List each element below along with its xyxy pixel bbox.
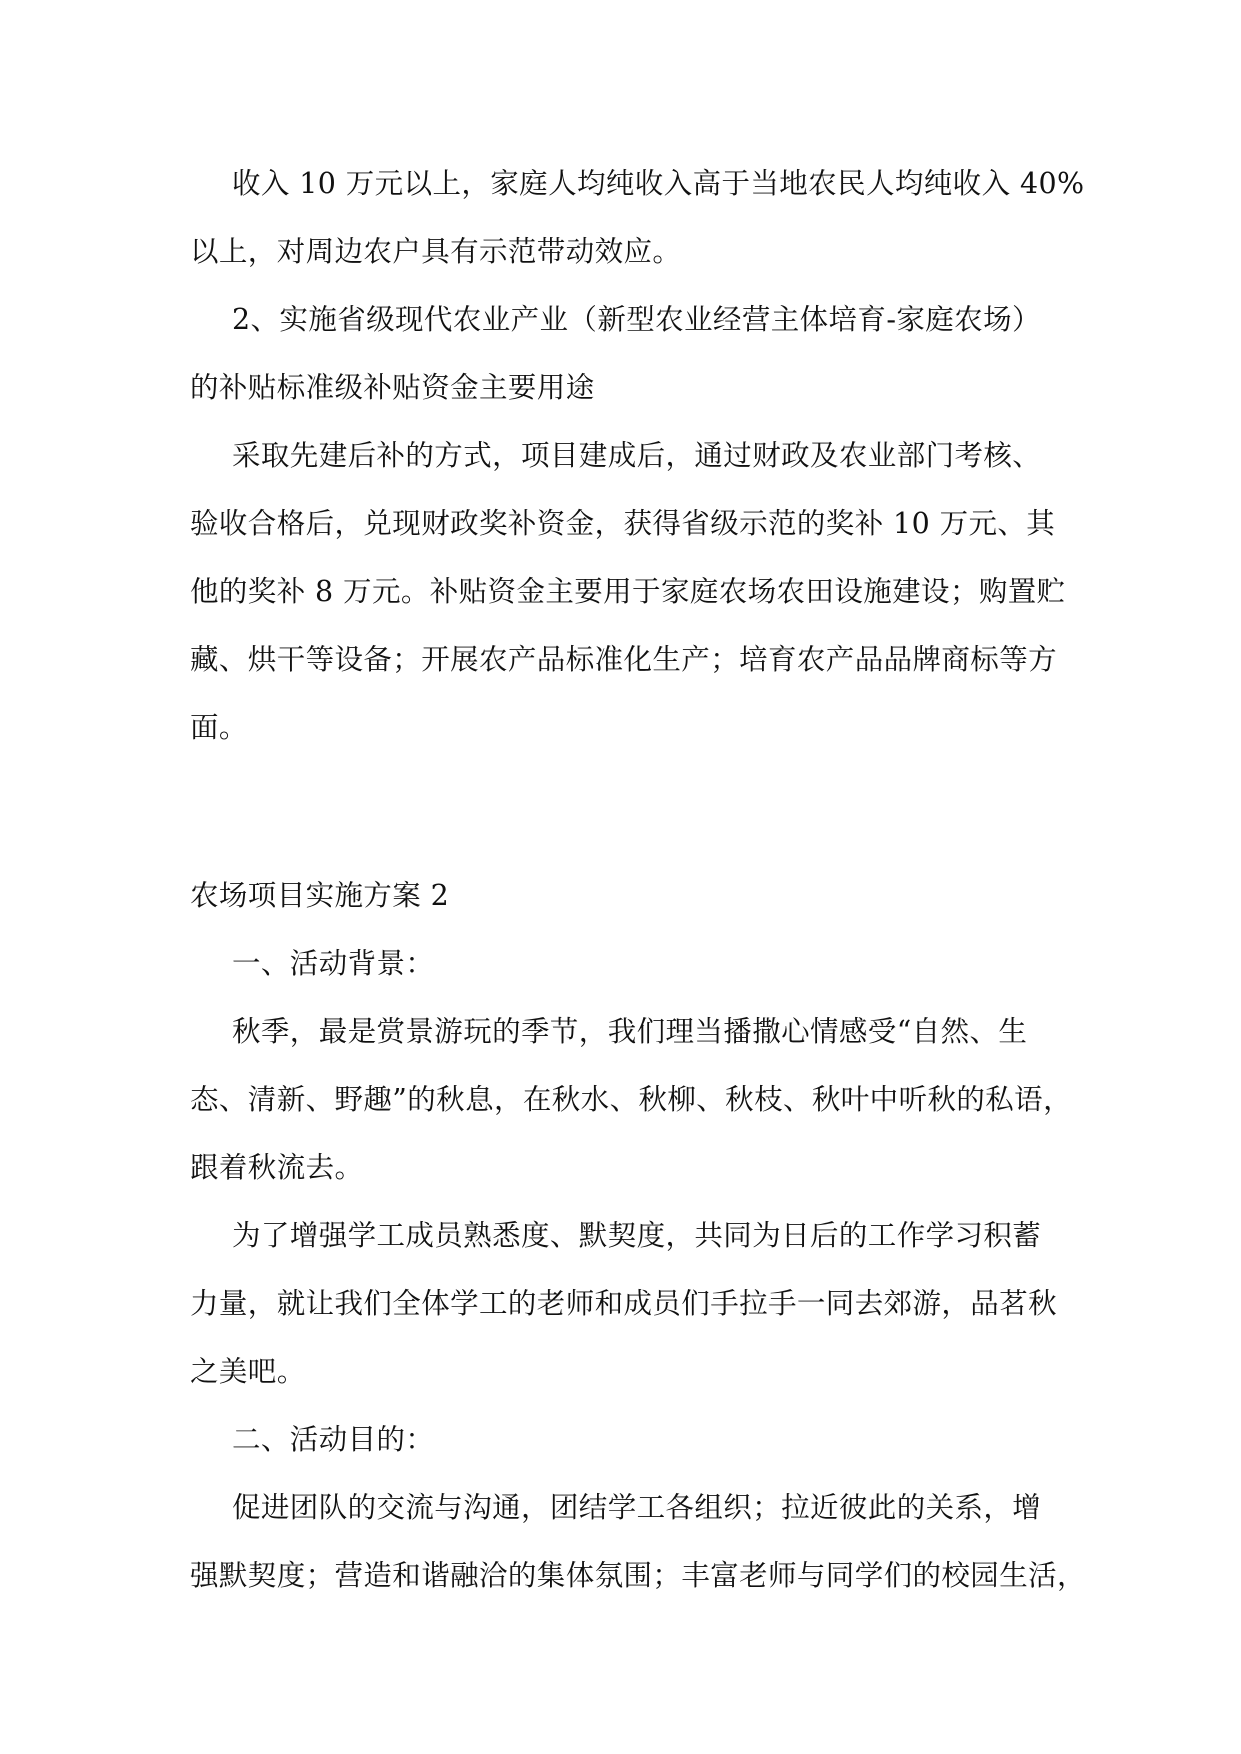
paragraph-autumn-description [190, 998, 1072, 1202]
text-line: 的补贴标准级补贴资金主要用途 [190, 371, 595, 404]
paragraph-team-purpose [190, 1202, 1060, 1406]
text-line: 农场项目实施方案 2 [190, 879, 450, 912]
heading-activity-background [190, 930, 1060, 998]
text-line: 促进团队的交流与沟通，团结学工各组织；拉近彼此的关系，增 [232, 1491, 1042, 1524]
text-line: 态、清新、野趣”的秋息，在秋水、秋柳、秋枝、秋叶中听秋的私语， [190, 1083, 1072, 1116]
text-line: 力量，就让我们全体学工的老师和成员们手拉手一同去郊游，品茗秋 [190, 1287, 1058, 1320]
text-line: 他的奖补 8 万元。补贴资金主要用于家庭农场农田设施建设；购置贮 [190, 575, 1066, 608]
document-title-plan-2 [190, 862, 1060, 930]
text-line: 藏、烘干等设备；开展农产品标准化生产；培育农产品品牌商标等方 [190, 643, 1058, 676]
text-line: 2、实施省级现代农业产业（新型农业经营主体培育-家庭农场） [232, 303, 1041, 336]
text-line: 收入 10 万元以上，家庭人均纯收入高于当地农民人均纯收入 40% [232, 167, 1085, 200]
text-line: 跟着秋流去。 [190, 1151, 364, 1184]
text-line: 为了增强学工成员熟悉度、默契度，共同为日后的工作学习积蓄 [232, 1219, 1042, 1252]
text-line: 秋季，最是赏景游玩的季节，我们理当播撒心情感受“自然、生 [232, 1015, 1028, 1048]
paragraph-activity-goal [190, 1474, 1086, 1610]
paragraph-income-criteria [190, 150, 1085, 286]
text-line: 一、活动背景： [232, 947, 435, 980]
paragraph-subsidy-method [190, 422, 1066, 762]
text-line: 面。 [190, 711, 248, 744]
heading-activity-goal [190, 1406, 1060, 1474]
text-line: 以上，对周边农户具有示范带动效应。 [190, 235, 682, 268]
text-line: 之美吧。 [190, 1355, 306, 1388]
section-heading-subsidy-standard [190, 286, 1060, 422]
text-line: 二、活动目的： [232, 1423, 435, 1456]
text-line: 验收合格后，兑现财政奖补资金，获得省级示范的奖补 10 万元、其 [190, 507, 1056, 540]
text-line: 采取先建后补的方式，项目建成后，通过财政及农业部门考核、 [232, 439, 1042, 472]
text-line: 强默契度；营造和谐融洽的集体氛围；丰富老师与同学们的校园生活， [190, 1559, 1086, 1592]
